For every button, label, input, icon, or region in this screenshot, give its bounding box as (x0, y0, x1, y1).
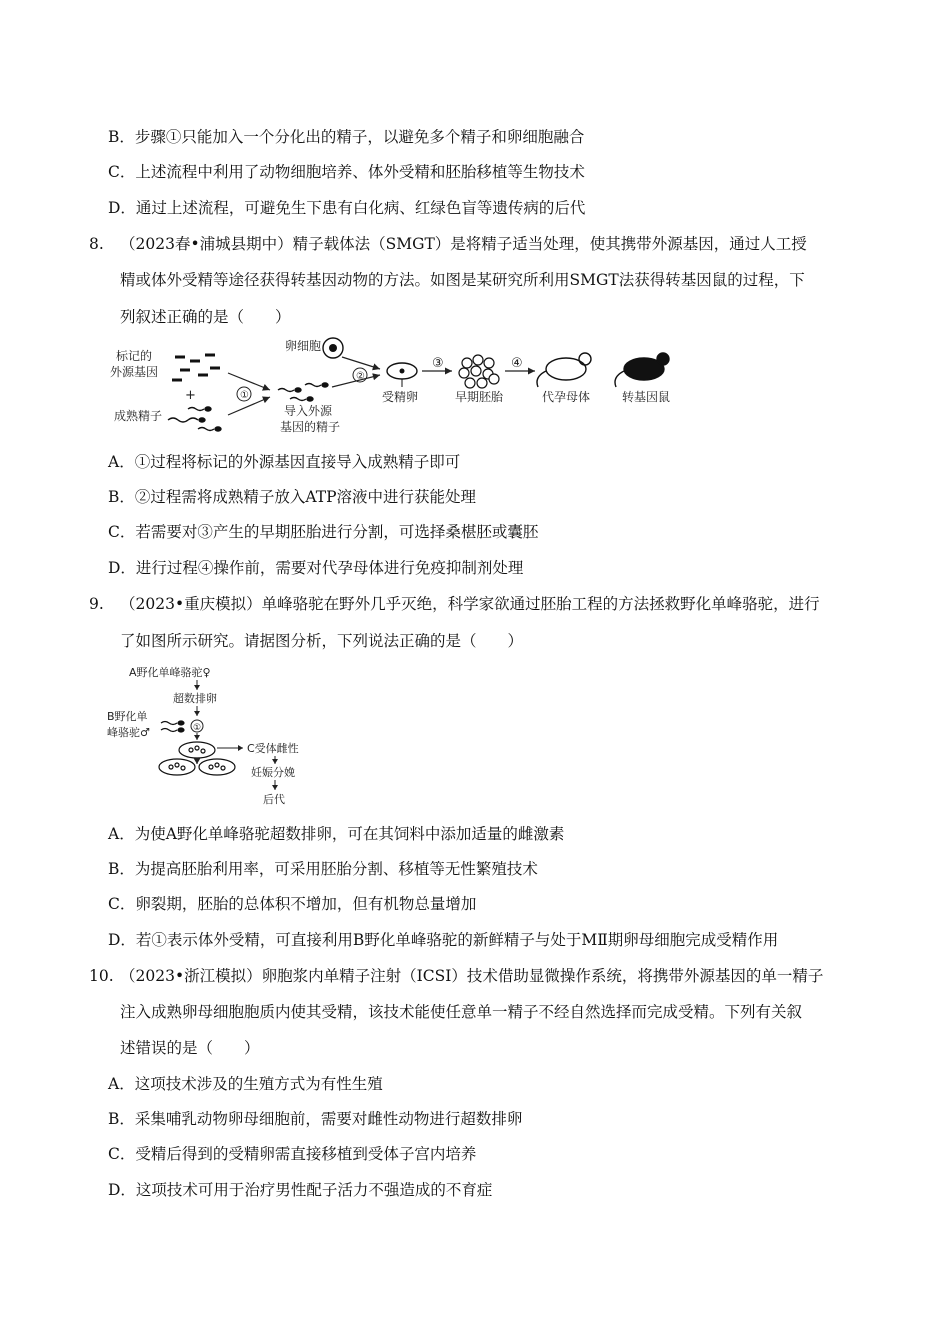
q8-option-a: A．①过程将标记的外源基因直接导入成熟精子即可 (108, 453, 461, 471)
q10-stem-line3: 述错误的是（ ） (120, 1039, 260, 1057)
label-step2: ② (356, 371, 365, 382)
q7-option-d: D．通过上述流程，可避免生下患有白化病、红绿色盲等遗传病的后代 (108, 199, 586, 217)
label-transgenic-mouse: 转基因鼠 (622, 390, 671, 404)
label-step4: ④ (511, 356, 523, 371)
label-marked-gene-2: 外源基因 (110, 365, 159, 379)
label-fertilization-step: ① (193, 723, 202, 733)
q8-option-d: D．进行过程④操作前，需要对代孕母体进行免疫抑制剂处理 (108, 559, 524, 577)
q9-stem-line1: （2023•重庆模拟）单峰骆驼在野外几乎灭绝，科学家欲通过胚胎工程的方法拯救野化单峰骆驼，进行 (120, 595, 820, 613)
q7-option-b: B．步骤①只能加入一个分化出的精子，以避免多个精子和卵细胞融合 (108, 128, 585, 146)
q9-option-b: B．为提高胚胎利用率，可采用胚胎分割、移植等无性繁殖技术 (108, 860, 538, 878)
label-egg: 卵细胞 (285, 339, 322, 353)
label-plus: + (185, 388, 196, 403)
q8-stem-line1: （2023春•浦城县期中）精子载体法（SMGT）是将精子适当处理，使其携带外源基因，通过人工授 (120, 235, 807, 253)
label-superovulation: 超数排卵 (173, 692, 217, 705)
label-imported-2: 基因的精子 (280, 420, 341, 434)
surrogate-mouse-icon (537, 353, 591, 387)
label-c-recipient: C受体雌性 (247, 742, 299, 755)
transgenic-mouse-icon (615, 353, 669, 387)
q7-option-c: C．上述流程中利用了动物细胞培养、体外受精和胚胎移植等生物技术 (108, 163, 585, 181)
label-pregnancy: 妊娠分娩 (251, 766, 295, 779)
q10-option-c: C．受精后得到的受精卵需直接移植到受体子宫内培养 (108, 1145, 477, 1163)
q8-stem-line3: 列叙述正确的是（ ） (120, 308, 291, 326)
q9-option-a: A．为使A野化单峰骆驼超数排卵，可在其饲料中添加适量的雌激素 (108, 825, 565, 843)
q9-option-d: D．若①表示体外受精，可直接利用B野化单峰骆驼的新鲜精子与处于MⅡ期卵母细胞完成受精作用 (108, 931, 779, 949)
camel-embryo-diagram (105, 660, 325, 810)
label-early-embryo: 早期胚胎 (455, 390, 504, 404)
q9-number: 9. (89, 595, 104, 613)
q10-option-d: D．这项技术可用于治疗男性配子活力不强造成的不育症 (108, 1181, 493, 1199)
q10-number: 10. (89, 967, 114, 985)
sperm-icons (168, 407, 221, 431)
label-mature-sperm: 成熟精子 (114, 409, 163, 423)
smgt-process-diagram (110, 335, 680, 435)
q10-option-b: B．采集哺乳动物卵母细胞前，需要对雌性动物进行超数排卵 (108, 1110, 523, 1128)
label-zygote: 受精卵 (382, 390, 419, 404)
label-surrogate: 代孕母体 (542, 390, 591, 404)
label-step1: ① (240, 390, 249, 401)
label-marked-gene-1: 标记的 (116, 349, 153, 363)
camel-embryo-icons (159, 742, 235, 775)
q9-option-c: C．卵裂期，胚胎的总体积不增加，但有机物总量增加 (108, 895, 477, 913)
q8-number: 8. (89, 235, 104, 253)
q8-option-b: B．②过程需将成熟精子放入ATP溶液中进行获能处理 (108, 488, 477, 506)
q8-stem-line2: 精或体外受精等途径获得转基因动物的方法。如图是某研究所利用SMGT法获得转基因鼠的过程，下 (120, 271, 805, 289)
q8-option-c: C．若需要对③产生的早期胚胎进行分割，可选择桑椹胚或囊胚 (108, 523, 539, 541)
camel-sperm-icons (161, 721, 184, 732)
label-imported-1: 导入外源 (284, 404, 333, 418)
imported-sperm-icons (278, 383, 328, 401)
q10-stem-line1: （2023•浙江模拟）卵胞浆内单精子注射（ICSI）技术借助显微操作系统，将携带外源基因的单一精子 (120, 967, 824, 985)
label-offspring: 后代 (263, 793, 285, 806)
q10-option-a: A．这项技术涉及的生殖方式为有性生殖 (108, 1075, 383, 1093)
label-b-camel-2: 峰骆驼♂ (107, 726, 150, 739)
q9-stem-line2: 了如图所示研究。请据图分析，下列说法正确的是（ ） (120, 632, 524, 650)
label-b-camel-1: B野化单 (107, 710, 148, 723)
early-embryo-icon (459, 355, 499, 388)
label-a-camel: A野化单峰骆驼♀ (129, 666, 211, 679)
gene-fragments (172, 355, 220, 380)
q10-stem-line2: 注入成熟卵母细胞胞质内使其受精，该技术能使任意单一精子不经自然选择而完成受精。下列有关叙 (120, 1003, 803, 1021)
label-step3: ③ (432, 356, 444, 371)
